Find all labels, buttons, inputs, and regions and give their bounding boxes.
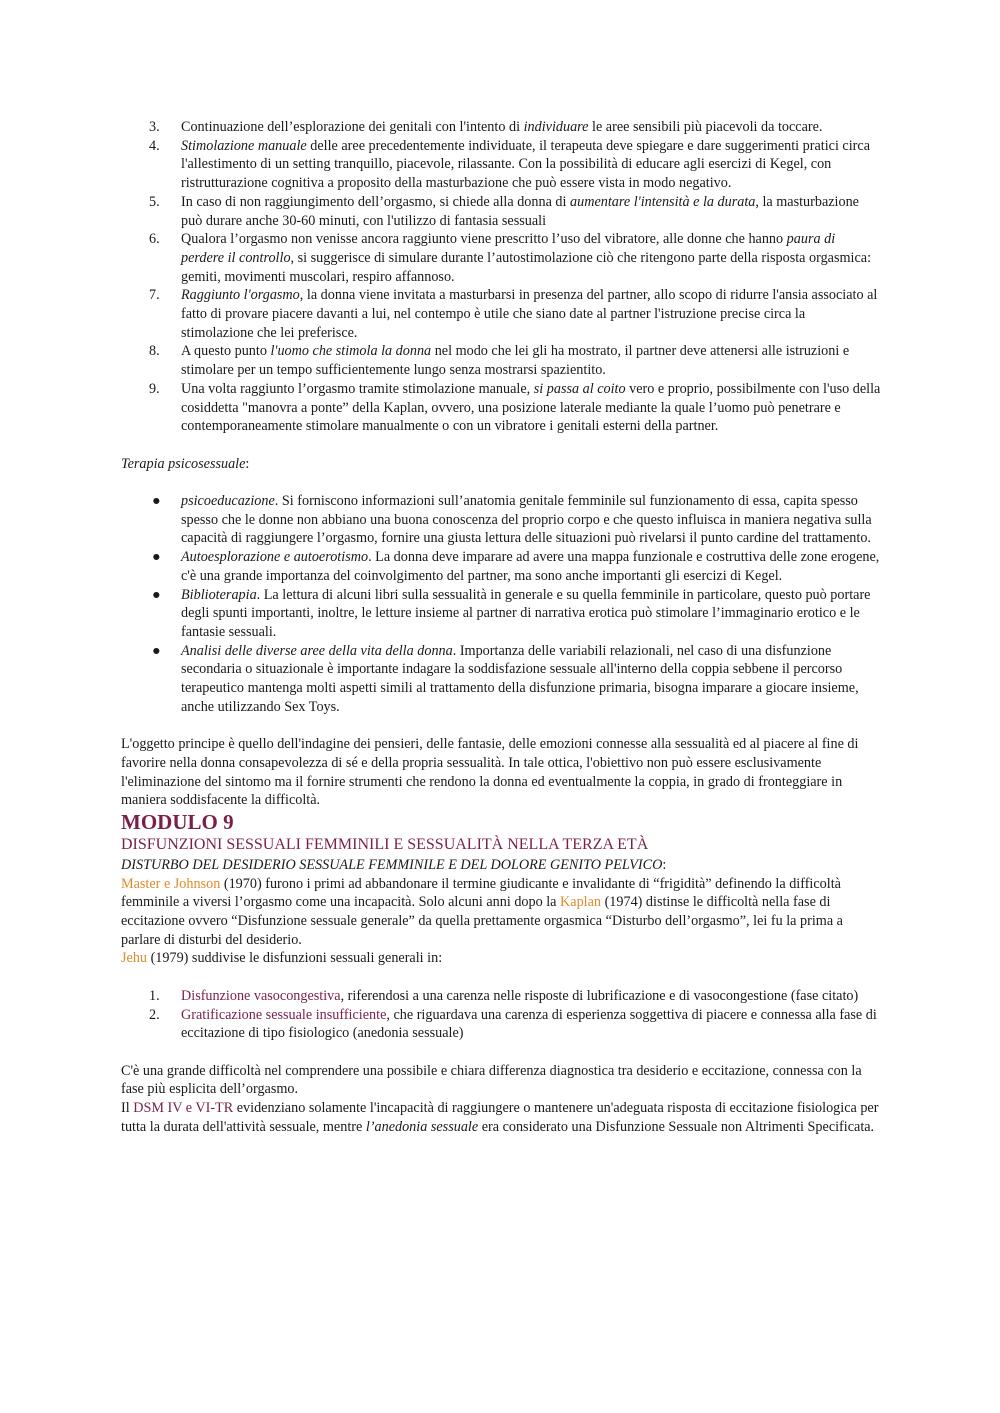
text-run: , riferendosi a una carenza nelle risposte di lubrificazione e di vasocongestione (fase citato)	[340, 987, 859, 1004]
text-run: era considerato una Disfunzione Sessuale non Altrimenti Specificata.	[478, 1118, 875, 1135]
numbered-list-disfunzioni	[121, 987, 881, 1043]
text-run: Una volta raggiunto l’orgasmo tramite stimolazione manuale,	[181, 380, 534, 397]
list-number: 2.	[149, 1006, 160, 1023]
list-item-text	[181, 119, 822, 135]
list-number: 3.	[149, 119, 160, 135]
text-run: . Importanza delle variabili relazionali, nel caso di una disfunzione secondaria o situazionale è importante indagare la soddisfazione sessuale all'interno della coppia sebbene il percorso terapeutico mantenga molti aspetti simili al trattamento della disfunzione primaria, bisogna imparare a giocare insieme, anche utilizzando Sex Toys.	[181, 642, 859, 715]
paragraph-jehu	[121, 949, 881, 968]
list-number: 4.	[149, 137, 160, 154]
terapia-label	[121, 455, 881, 474]
text-run: evidenziano solamente l'incapacità di raggiungere o mantenere un'adeguata risposta di eccitazione fisiologica per tutta la durata dell'attività sessuale, mentre	[121, 1100, 879, 1135]
page-content	[121, 118, 881, 1136]
italic-text: Analisi delle diverse aree della vita della donna	[181, 642, 453, 659]
highlighted-term: Gratificazione sessuale insufficiente	[181, 1006, 387, 1023]
list-item-text	[181, 381, 880, 434]
text-run: le aree sensibili più piacevoli da toccare.	[588, 119, 823, 135]
highlighted-term: DSM IV e VI-TR	[133, 1100, 234, 1117]
text-run: In caso di non raggiungimento dell’orgasmo, si chiede alla donna di	[181, 193, 571, 210]
list-item	[121, 342, 881, 379]
text-run: C'è una grande difficoltà nel comprendere una possibile e chiara differenza diagnostica tra desiderio e eccitazione, connessa con la fase più esplicita dell’orgasmo.	[121, 1062, 862, 1098]
list-item-text	[181, 138, 870, 191]
list-number: 9.	[149, 380, 160, 397]
text-run: . Si forniscono informazioni sull’anatomia genitale femminile sul funzionamento di essa, capita spesso spesso che le donne non abbiano una buona conoscenza del proprio corpo e che questo influisca in maniera negativa sulla capacità di raggiungere l’orgasmo, fornire una giusta lettura delle situazioni può rivelarsi il punto cardine del trattamento.	[181, 493, 872, 547]
text-run: :	[245, 455, 250, 472]
list-item	[121, 286, 881, 342]
italic-text: l’anedonia sessuale	[365, 1118, 479, 1135]
list-item-text	[181, 1007, 877, 1042]
italic-text: si passa al coito	[533, 380, 626, 397]
list-item	[121, 118, 881, 137]
bullet-marker: ●	[152, 549, 161, 566]
list-item-text	[181, 231, 871, 284]
list-item-text	[181, 643, 859, 715]
highlighted-term: Jehu	[121, 950, 148, 967]
text-run: Continuazione dell’esplorazione dei genitali con l'intento di	[181, 119, 524, 135]
list-item-text	[181, 988, 858, 1004]
list-item	[121, 137, 881, 193]
text-run: , la masturbazione può durare anche 30-60 minuti, con l'utilizzo di fantasia sessuali	[181, 193, 859, 229]
list-item	[121, 230, 881, 286]
list-item	[121, 586, 881, 642]
text-run: , la donna viene invitata a masturbarsi in presenza del partner, allo scopo di ridurre l'ansia associato al fatto di provare piacere davanti a lui, nel contempo è utile che siano date al partner l'istruzione precise circa la stimolazione che lei preferisce.	[181, 287, 878, 341]
text-run: . La donna deve imparare ad avere una mappa funzionale e costruttiva delle zone erogene, c'è una grande importanza del coinvolgimento del partner, ma sono anche importanti gli esercizi di Kegel.	[181, 549, 880, 584]
list-item	[121, 1006, 881, 1043]
list-number: 7.	[149, 287, 160, 304]
bullet-marker: ●	[152, 586, 161, 603]
text-run: . La lettura di alcuni libri sulla sessualità in generale e su quella femminile in particolare, questo può portare degli spunti importanti, inoltre, le letture insieme al partner di narrativa erotica può stimolare l’immaginario erotico e le fantasie sessuali.	[181, 586, 871, 640]
italic-text: Autoesplorazione e autoerotismo	[181, 549, 369, 566]
text-run: A questo punto	[181, 343, 271, 360]
italic-text: Raggiunto l'orgasmo	[181, 287, 300, 304]
list-item	[121, 380, 881, 436]
highlighted-term: Disfunzione vasocongestiva	[181, 987, 341, 1004]
italic-text: DISTURBO DEL DESIDERIO SESSUALE FEMMINILE E DEL DOLORE GENITO PELVICO	[121, 856, 663, 873]
numbered-list-steps	[121, 118, 881, 436]
text-run: (1979) suddivise le disfunzioni sessuali generali in:	[147, 950, 443, 967]
paragraph-dsm	[121, 1099, 881, 1136]
list-item-text	[181, 493, 872, 546]
paragraph-master-johnson	[121, 875, 881, 950]
list-item	[121, 642, 881, 717]
bullet-marker: ●	[152, 493, 161, 510]
module-subtitle: DISFUNZIONI SESSUALI FEMMINILI E SESSUALITÀ NELLA TERZA ETÀ	[121, 835, 649, 853]
italic-text: aumentare l'intensità e la durata	[570, 193, 756, 210]
text-run: delle aree precedentemente individuate, il terapeuta deve spiegare e dare suggerimenti pratici circa l'allestimento di un setting tranquillo, piacevole, rilassante. Con la possibilità di educare agli esercizi di Kegel, con ristrutturazione cognitiva a proposito della masturbazione che può essere vista in modo negativo.	[181, 137, 870, 192]
list-item-text	[181, 343, 849, 378]
list-item	[121, 548, 881, 585]
list-item-text	[181, 587, 870, 640]
italic-text: Stimolazione manuale	[181, 137, 307, 154]
paragraph-difficolta	[121, 1062, 881, 1099]
text-run: (1974) distinse le difficoltà nella fase di eccitazione ovvero “Disfunzione sessuale generale” da quella prettamente orgasmica “Disturbo dell’orgasmo”, lei fu la prima a parlare di disturbi del desiderio.	[121, 894, 843, 948]
text-run: Il	[121, 1100, 134, 1117]
text-run: L'oggetto principe è quello dell'indagine dei pensieri, delle fantasie, delle emozioni connesse alla sessualità ed al piacere al fine di favorire nella donna consapevolezza di sé e della propria sessualità. In tale ottica, l'obiettivo non può essere esclusivamente l'eliminazione del sintomo ma il fornire strumenti che rendono la donna ed eventualmente la coppia, in grado di fronteggiare in maniera soddisfacente la difficoltà.	[121, 736, 859, 809]
paragraph-oggetto	[121, 735, 881, 810]
list-number: 6.	[149, 231, 160, 248]
italic-text: individuare	[523, 119, 589, 135]
text-run: , che riguardava una carenza di esperienza soggettiva di piacere e connessa alla fase di eccitazione di tipo fisiologico (anedonia sessuale)	[181, 1006, 877, 1042]
disturbo-heading	[121, 856, 881, 875]
list-number: 1.	[149, 987, 160, 1004]
list-item-text	[181, 287, 877, 340]
list-item	[121, 492, 881, 548]
module-title: MODULO 9	[121, 809, 234, 834]
italic-text: Terapia psicosessuale	[121, 455, 246, 472]
bullet-marker: ●	[152, 642, 161, 659]
list-number: 5.	[149, 193, 160, 210]
text-run: vero e proprio, possibilmente con l'uso della cosiddetta "manovra a ponte” della Kaplan, ovvero, una posizione laterale mediante la quale l’uomo può penetrare e contemporaneamente stimolare manualmente o con un vibratore i genitali esterni della partner.	[181, 380, 881, 435]
bullet-list-terapia	[121, 492, 881, 716]
italic-text: paura di perdere il controllo	[181, 231, 836, 266]
list-item-text	[181, 549, 879, 584]
list-item-text	[181, 194, 859, 229]
italic-text: psicoeducazione	[181, 493, 275, 510]
italic-text: l'uomo che stimola la donna	[270, 343, 432, 360]
list-item	[121, 193, 881, 230]
text-run: Qualora l’orgasmo non venisse ancora raggiunto viene prescritto l’uso del vibratore, alle donne che hanno	[181, 231, 787, 248]
highlighted-term: Master e Johnson	[121, 875, 221, 892]
highlighted-term: Kaplan	[560, 894, 602, 911]
list-number: 8.	[149, 343, 160, 360]
list-item	[121, 987, 881, 1006]
text-run: nel modo che lei gli ha mostrato, il partner deve attenersi alle istruzioni e stimolare per un tempo sufficientemente lungo senza mostrarsi spazientito.	[181, 343, 850, 379]
text-run: (1970) furono i primi ad abbandonare il termine giudicante e invalidante di “frigidità” definendo la difficoltà femminile a viversi l’orgasmo come una incapacità. Solo alcuni anni dopo la	[121, 875, 841, 911]
italic-text: Biblioterapia	[181, 586, 257, 603]
text-run: , si suggerisce di simulare durante l’autostimolazione ciò che ritengono parte della risposta orgasmica: gemiti, movimenti muscolari, respiro affannoso.	[181, 249, 872, 285]
text-run: :	[662, 856, 667, 873]
